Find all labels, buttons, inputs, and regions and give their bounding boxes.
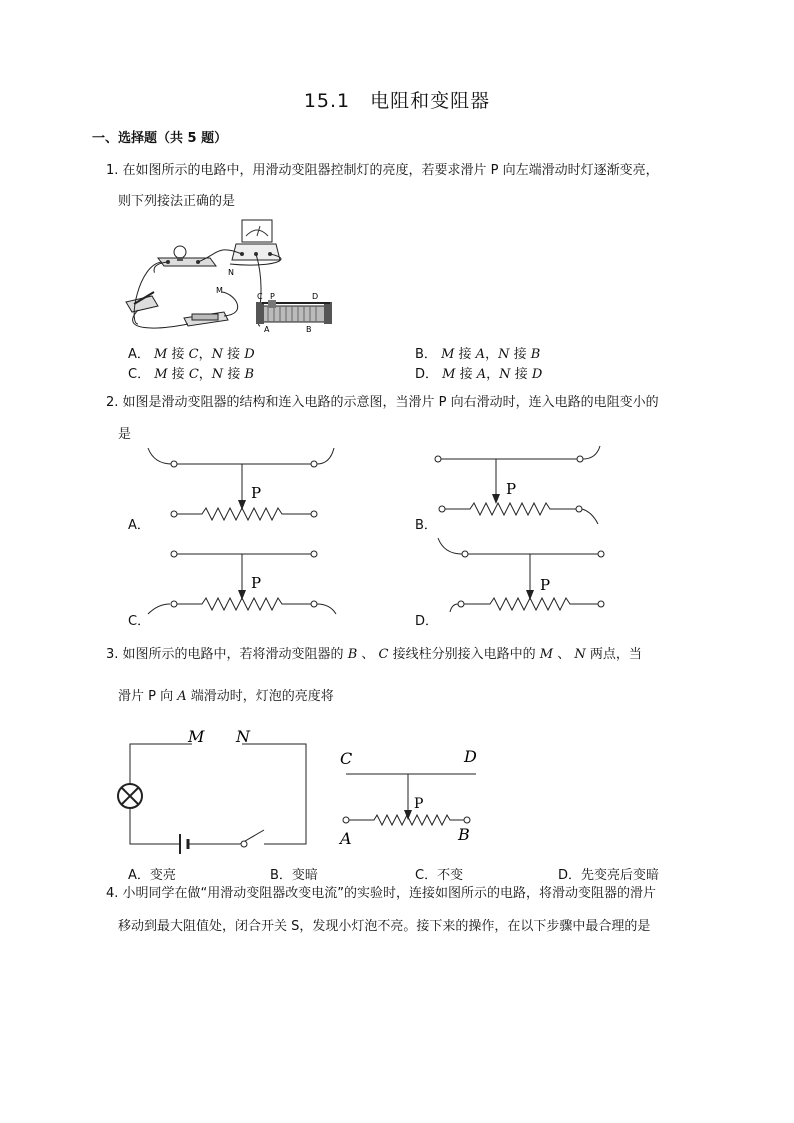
q2-figure-b bbox=[432, 444, 608, 526]
q3-option-b[interactable]: B．变暗 bbox=[270, 868, 318, 883]
label-p: P bbox=[270, 292, 275, 301]
q2-option-d-label[interactable]: D． bbox=[415, 614, 439, 629]
q3-option-d[interactable]: D．先变亮后变暗 bbox=[558, 868, 660, 883]
label-n: N bbox=[228, 268, 234, 277]
q3-option-a[interactable]: A．变亮 bbox=[128, 868, 176, 883]
q2-option-a-label[interactable]: A． bbox=[128, 518, 150, 533]
q2-figure-a bbox=[146, 444, 342, 526]
q2-option-c-label[interactable]: C． bbox=[128, 614, 151, 629]
q3-text: 3. 如图所示的电路中，若将滑动变阻器的 bbox=[106, 647, 344, 662]
terminal-c-label: C bbox=[340, 749, 353, 768]
q4-stem-line1: 4. 小明同学在做“用滑动变阻器改变电流”的实验时，连接如图所示的电路，将滑动变阻器的滑片 bbox=[106, 886, 657, 901]
label-d: D bbox=[312, 292, 319, 301]
rheostat-icon bbox=[260, 306, 328, 322]
q3-terminal-a: A bbox=[177, 689, 187, 704]
terminal: A bbox=[475, 347, 486, 362]
terminal-n: N bbox=[499, 367, 511, 382]
separator: ， bbox=[486, 367, 500, 382]
terminal: D bbox=[531, 367, 543, 382]
q2-stem-line2: 是 bbox=[118, 427, 132, 442]
slider-p-label: P bbox=[540, 576, 551, 594]
q4-stem-line2: 移动到最大阻值处，闭合开关 S，发现小灯泡不亮。接下来的操作，在以下步骤中最合理的是 bbox=[118, 919, 651, 934]
q3-point-m: M bbox=[539, 647, 554, 662]
label-m: M bbox=[216, 286, 223, 295]
terminal-n: N bbox=[211, 347, 223, 362]
connect-word: 接 bbox=[459, 367, 473, 382]
slider-p-label: P bbox=[414, 796, 424, 812]
bulb-icon bbox=[174, 246, 186, 258]
q2-figure-d bbox=[432, 534, 608, 620]
point-m-label: M bbox=[188, 727, 205, 746]
terminal-m: M bbox=[154, 367, 168, 382]
option-letter: B． bbox=[415, 347, 437, 362]
section-heading: 一、选择题（共 5 题） bbox=[92, 131, 228, 146]
option-letter: A． bbox=[128, 347, 150, 362]
point-n-label: N bbox=[236, 727, 250, 746]
terminal: B bbox=[244, 367, 255, 382]
q3-terminal-b: B bbox=[347, 647, 358, 662]
q1-circuit-photo bbox=[118, 214, 348, 336]
connect-word: 接 bbox=[227, 347, 241, 362]
slider-p-label: P bbox=[506, 480, 517, 498]
separator: ， bbox=[198, 367, 212, 382]
slider-p-label: P bbox=[251, 574, 262, 592]
connect-word: 接 bbox=[458, 347, 472, 362]
q2-option-b-label[interactable]: B． bbox=[415, 518, 437, 533]
terminal-d-label: D bbox=[464, 747, 477, 766]
terminal-n: N bbox=[211, 367, 224, 382]
terminal-a-label: A bbox=[340, 829, 352, 848]
q1-stem-line1: 1. 在如图所示的电路中，用滑动变阻器控制灯的亮度，若要求滑片 P 向左端滑动时灯逐渐变亮， bbox=[106, 163, 659, 178]
q1-option-a[interactable] bbox=[128, 343, 255, 362]
terminal: B bbox=[530, 347, 541, 362]
q3-point-n: N bbox=[574, 647, 586, 662]
q2-figure-c bbox=[146, 540, 342, 622]
label-c: C bbox=[257, 292, 263, 301]
q3-option-c[interactable]: C．不变 bbox=[415, 868, 464, 883]
terminal: C bbox=[188, 367, 199, 382]
q2-stem-line1: 2. 如图是滑动变阻器的结构和连入电路的示意图，当滑片 P 向右滑动时，连入电路的电阻变小的 bbox=[106, 395, 659, 410]
terminal: D bbox=[244, 347, 255, 362]
terminal-m: M bbox=[154, 347, 168, 362]
q3-text: 两点，当 bbox=[589, 647, 642, 662]
connect-word: 接 bbox=[514, 367, 528, 382]
terminal-m: M bbox=[442, 367, 456, 382]
slider-p-label: P bbox=[251, 484, 262, 502]
q3-rheostat-diagram bbox=[334, 740, 494, 852]
q1-option-c[interactable] bbox=[128, 363, 254, 382]
q3-text: 、 bbox=[361, 647, 375, 662]
terminal: C bbox=[188, 347, 199, 362]
q3-text: 滑片 P 向 bbox=[118, 689, 174, 704]
separator: ， bbox=[198, 347, 212, 362]
terminal-n: N bbox=[498, 347, 510, 362]
q3-stem-line1 bbox=[106, 648, 642, 662]
q1-stem-line2: 则下列接法正确的是 bbox=[118, 194, 236, 209]
connect-word: 接 bbox=[171, 347, 185, 362]
separator: ， bbox=[485, 347, 499, 362]
label-a: A bbox=[264, 325, 270, 334]
connect-word: 接 bbox=[513, 347, 527, 362]
connect-word: 接 bbox=[171, 367, 185, 382]
q3-terminal-c: C bbox=[378, 647, 389, 662]
option-letter: C． bbox=[128, 367, 151, 382]
q3-text: 接线柱分别接入电路中的 bbox=[392, 647, 536, 662]
label-b: B bbox=[306, 325, 312, 334]
q3-stem-line2 bbox=[118, 690, 334, 704]
q1-option-b[interactable] bbox=[415, 343, 540, 362]
q3-text: 、 bbox=[557, 647, 571, 662]
terminal: A bbox=[476, 367, 487, 382]
terminal-b-label: B bbox=[458, 825, 470, 844]
page-title: 15.1 电阻和变阻器 bbox=[303, 90, 491, 112]
terminal-m: M bbox=[441, 347, 455, 362]
q3-circuit-diagram bbox=[110, 720, 320, 860]
q3-text: 端滑动时，灯泡的亮度将 bbox=[190, 689, 334, 704]
option-letter: D． bbox=[415, 367, 439, 382]
q1-option-d[interactable] bbox=[415, 363, 542, 382]
connect-word: 接 bbox=[227, 367, 241, 382]
